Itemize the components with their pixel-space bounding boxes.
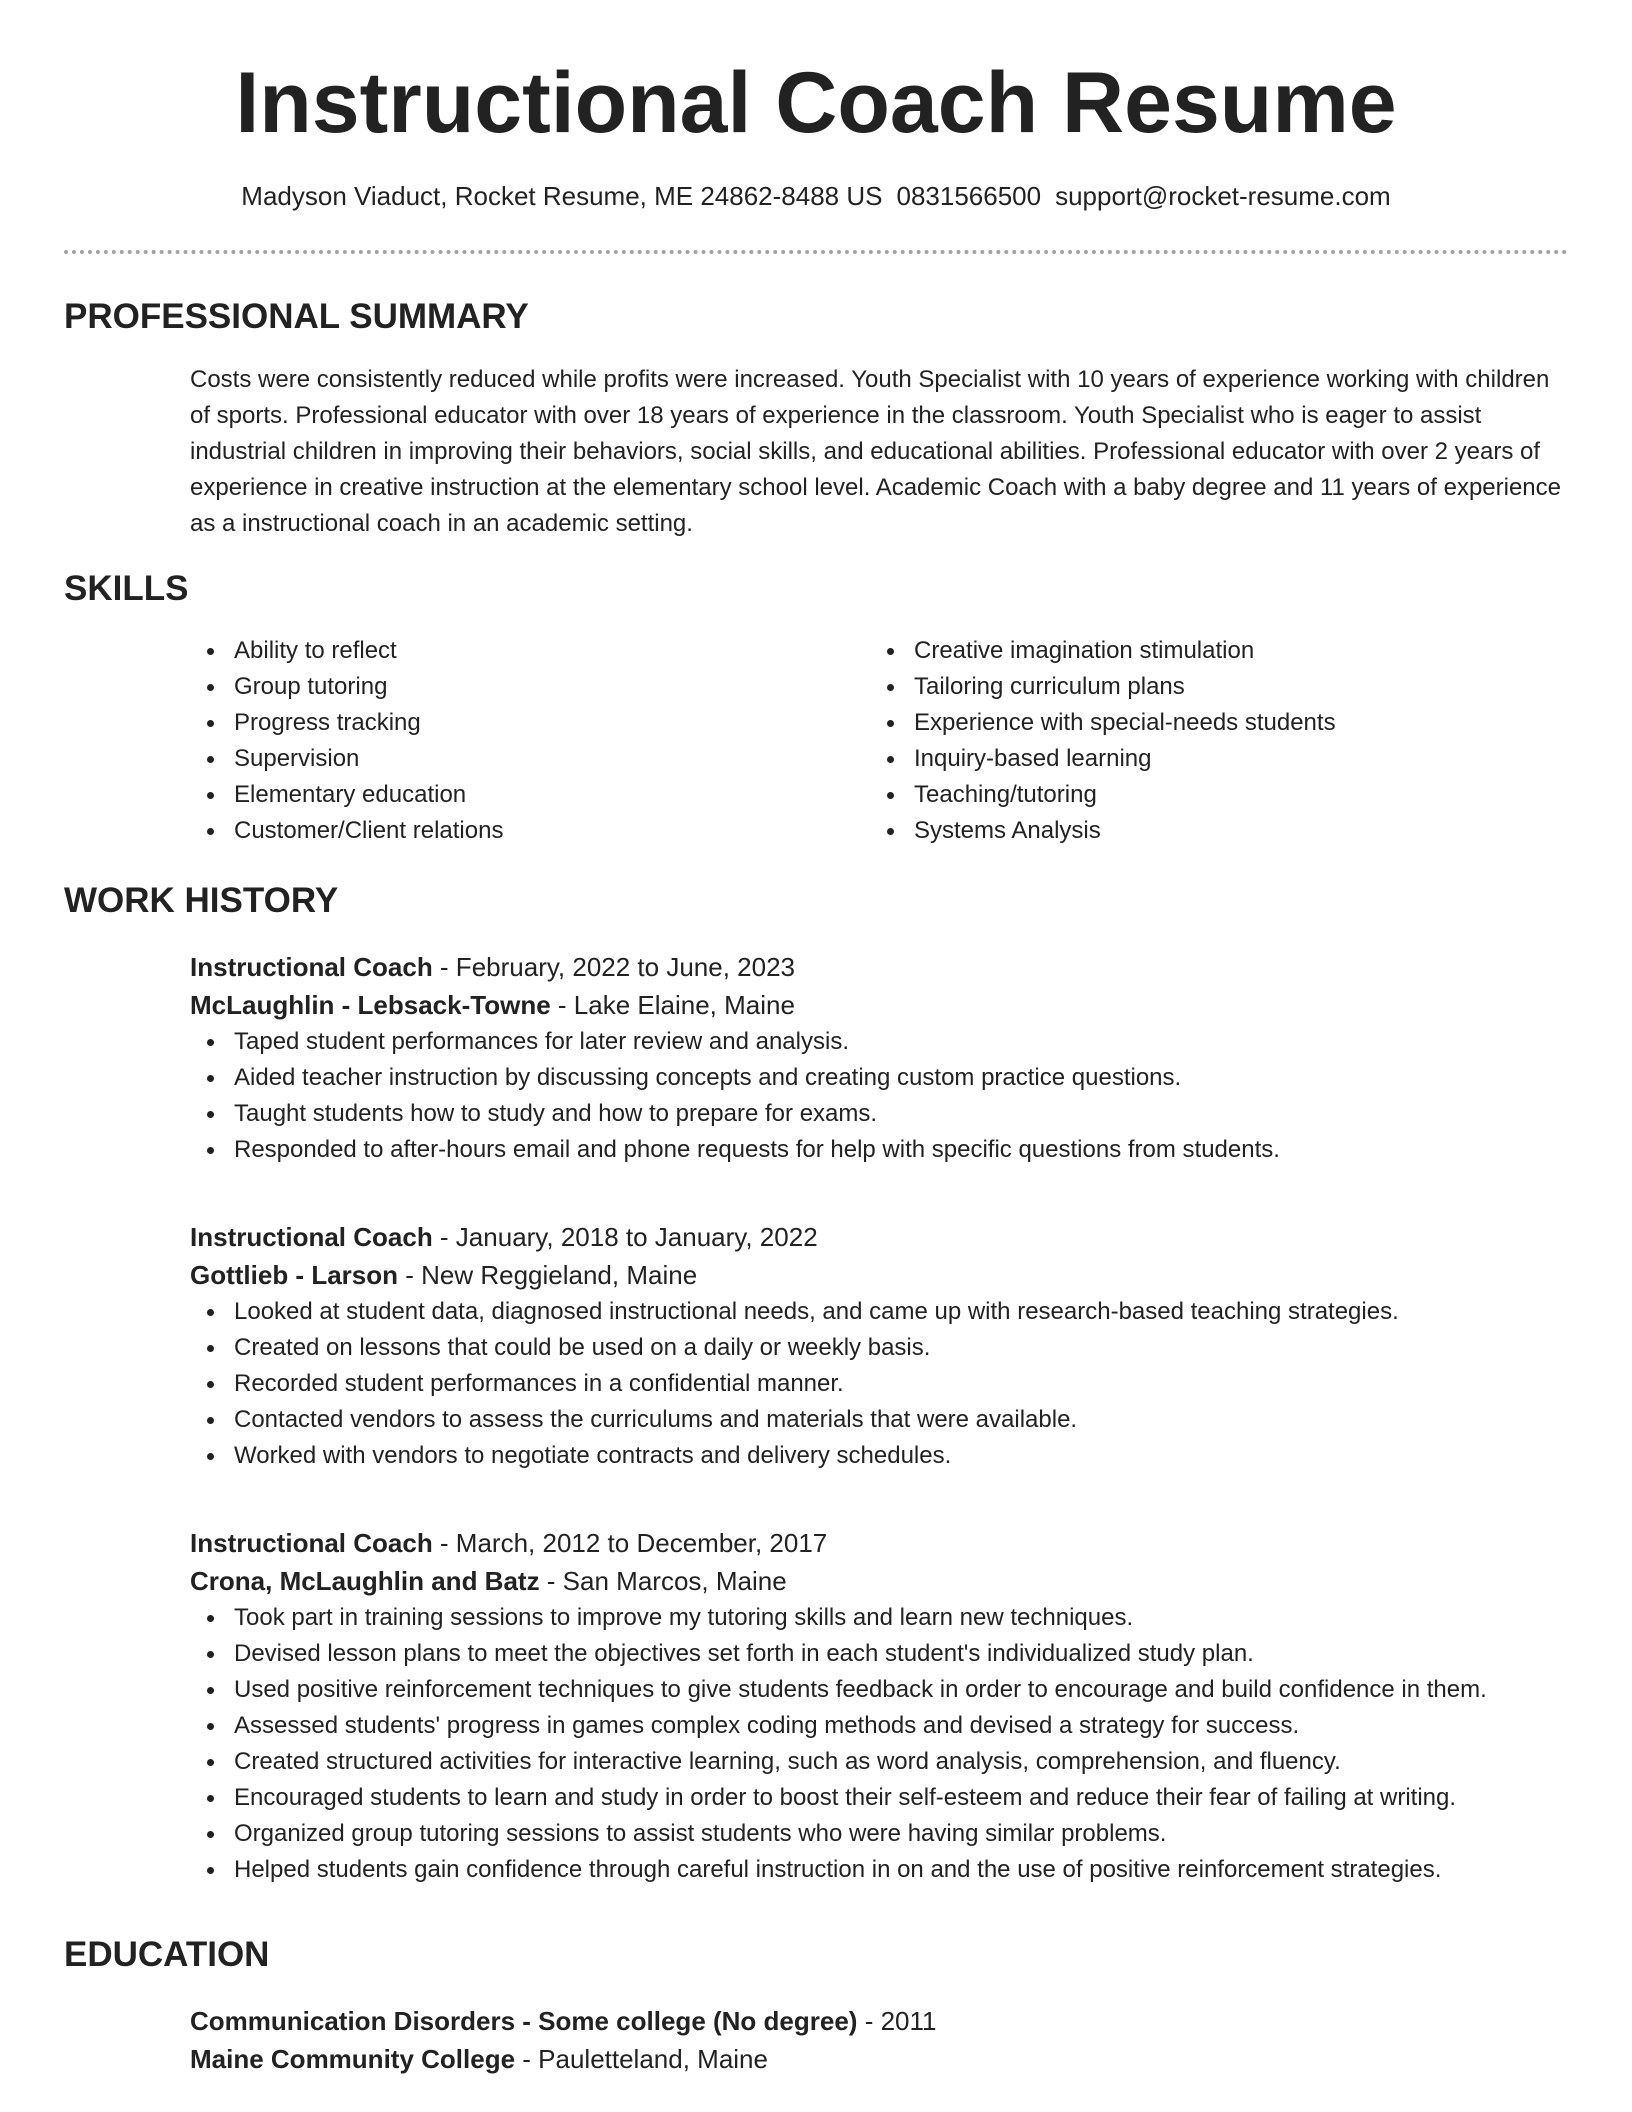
resume-title: Instructional Coach Resume: [235, 55, 1397, 151]
job-bullet-item: Taped student performances for later review and analysis.: [190, 1024, 1570, 1060]
job-entry: [190, 1524, 1570, 1888]
summary-section: [190, 362, 1570, 542]
job-bullets: [190, 1600, 1570, 1888]
contact-line: [0, 180, 1632, 214]
contact-email[interactable]: support@rocket-resume.com: [1055, 181, 1391, 211]
work-history-heading: WORK HISTORY: [64, 881, 339, 920]
job-bullet-item: Contacted vendors to assess the curriculums and materials that were available.: [190, 1402, 1570, 1438]
job-company: Gottlieb - Larson: [190, 1260, 398, 1290]
job-bullet-item: Used positive reinforcement techniques to give students feedback in order to encourage and build confidence in them.: [190, 1672, 1570, 1708]
job-dates: - February, 2022 to June, 2023: [432, 952, 796, 982]
skill-item: Experience with special-needs students: [870, 705, 1550, 741]
header-divider: [64, 250, 1568, 254]
skills-heading: SKILLS: [64, 569, 189, 608]
skill-item: Creative imagination stimulation: [870, 633, 1550, 669]
job-location: - New Reggieland, Maine: [398, 1260, 698, 1290]
job-bullets: [190, 1024, 1570, 1168]
summary-text: Costs were consistently reduced while profits were increased. Youth Specialist with 10 years of experience working with children of sports. Professional educator with over 18 years of experience in the classroom. Youth Specialist who is eager to assist industrial children in improving their behaviors, social skills, and educational abilities. Professional educator with over 2 years of experience in creative instruction at the elementary school level. Academic Coach with a baby degree and 11 years of experience as a instructional coach in an academic setting.: [190, 366, 1561, 537]
job-role: Instructional Coach: [190, 1528, 433, 1558]
job-dates: - January, 2018 to January, 2022: [432, 1222, 818, 1252]
job-bullet-item: Assessed students' progress in games complex coding methods and devised a strategy for success.: [190, 1708, 1570, 1744]
job-bullets: [190, 1294, 1570, 1474]
job-bullet-item: Created on lessons that could be used on a daily or weekly basis.: [190, 1330, 1570, 1366]
job-bullet-item: Recorded student performances in a confidential manner.: [190, 1366, 1570, 1402]
job-bullet-item: Worked with vendors to negotiate contracts and delivery schedules.: [190, 1438, 1570, 1474]
job-entry: [190, 948, 1570, 1168]
contact-phone: 0831566500: [896, 181, 1042, 211]
skills-section: [190, 633, 1570, 849]
job-entry: [190, 1218, 1570, 1474]
job-bullet-item: Taught students how to study and how to prepare for exams.: [190, 1096, 1570, 1132]
education-location: - Pauletteland, Maine: [515, 2044, 768, 2074]
job-bullet-item: Helped students gain confidence through careful instruction in on and the use of positive reinforcement strategies.: [190, 1852, 1570, 1888]
skill-item: Elementary education: [190, 777, 870, 813]
skill-item: Progress tracking: [190, 705, 870, 741]
job-bullet-item: Devised lesson plans to meet the objectives set forth in each student's individualized study plan.: [190, 1636, 1570, 1672]
skills-column-left: [190, 633, 870, 849]
contact-address: Madyson Viaduct, Rocket Resume, ME 24862-8488 US: [241, 181, 883, 211]
summary-heading: PROFESSIONAL SUMMARY: [64, 297, 529, 336]
job-bullet-item: Aided teacher instruction by discussing concepts and creating custom practice questions.: [190, 1060, 1570, 1096]
skill-item: Systems Analysis: [870, 813, 1550, 849]
job-role: Instructional Coach: [190, 952, 433, 982]
job-bullet-item: Created structured activities for interactive learning, such as word analysis, comprehension, and fluency.: [190, 1744, 1570, 1780]
skill-item: Tailoring curriculum plans: [870, 669, 1550, 705]
job-bullet-item: Organized group tutoring sessions to assist students who were having similar problems.: [190, 1816, 1570, 1852]
education-year: - 2011: [857, 2006, 937, 2036]
education-degree: Communication Disorders - Some college (No degree): [190, 2006, 858, 2036]
job-company: Crona, McLaughlin and Batz: [190, 1566, 540, 1596]
education-heading: EDUCATION: [64, 1935, 270, 1974]
job-bullet-item: Looked at student data, diagnosed instructional needs, and came up with research-based teaching strategies.: [190, 1294, 1570, 1330]
job-location: - Lake Elaine, Maine: [550, 990, 795, 1020]
skill-item: Supervision: [190, 741, 870, 777]
skill-item: Customer/Client relations: [190, 813, 870, 849]
skills-column-right: [870, 633, 1550, 849]
job-bullet-item: Took part in training sessions to improve my tutoring skills and learn new techniques.: [190, 1600, 1570, 1636]
job-role: Instructional Coach: [190, 1222, 433, 1252]
job-dates: - March, 2012 to December, 2017: [432, 1528, 828, 1558]
education-entry: [190, 2002, 1570, 2078]
education-school: Maine Community College: [190, 2044, 516, 2074]
skill-item: Group tutoring: [190, 669, 870, 705]
skill-item: Inquiry-based learning: [870, 741, 1550, 777]
job-company: McLaughlin - Lebsack-Towne: [190, 990, 551, 1020]
job-bullet-item: Responded to after-hours email and phone requests for help with specific questions from students.: [190, 1132, 1570, 1168]
skill-item: Ability to reflect: [190, 633, 870, 669]
job-bullet-item: Encouraged students to learn and study in order to boost their self-esteem and reduce their fear of failing at writing.: [190, 1780, 1570, 1816]
skill-item: Teaching/tutoring: [870, 777, 1550, 813]
job-location: - San Marcos, Maine: [539, 1566, 787, 1596]
